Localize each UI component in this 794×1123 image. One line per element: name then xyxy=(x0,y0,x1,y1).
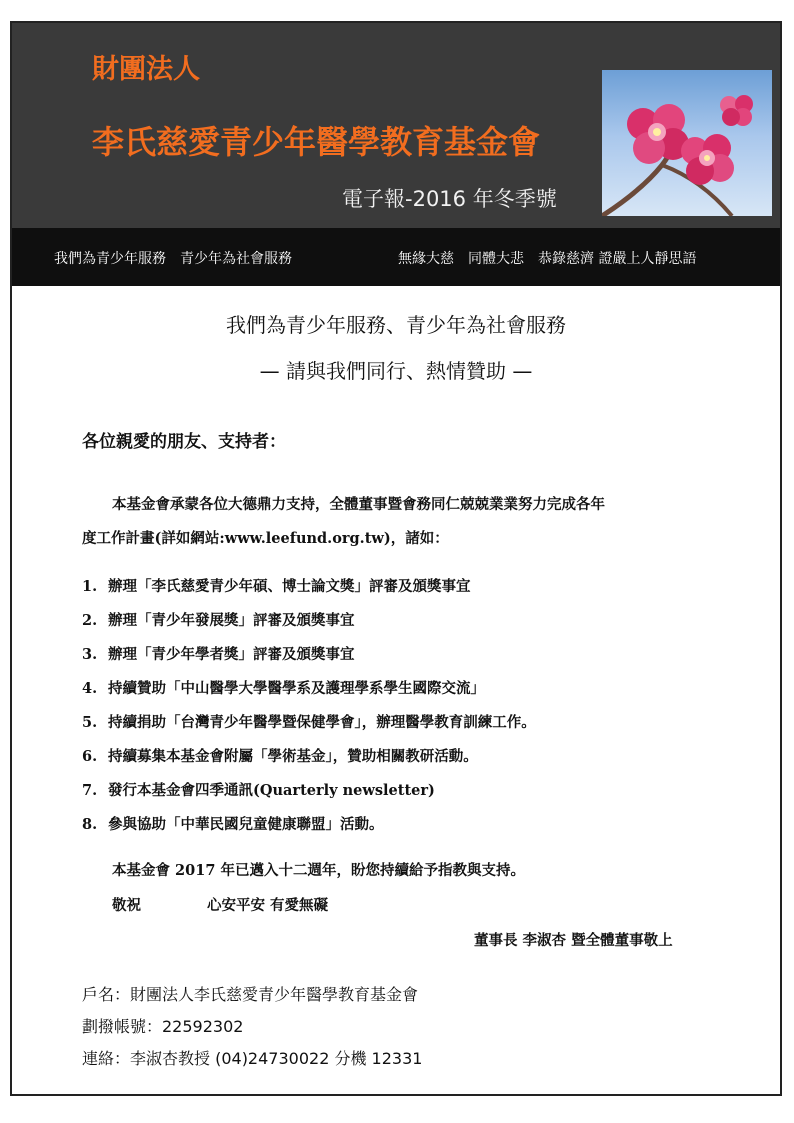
slogan-left: 我們為青少年服務 青少年為社會服務 xyxy=(54,251,292,267)
header-banner xyxy=(12,23,780,228)
slogan-right: 無緣大慈 同體大悲 恭錄慈濟 證嚴上人靜思語 xyxy=(398,251,697,267)
slogan-bar xyxy=(12,228,780,286)
closing-line: 本基金會 2017 年已邁入十二週年，盼您持續給予指教與支持。 xyxy=(112,862,525,879)
list-item: 7. 發行本基金會四季通訊(Quarterly newsletter) xyxy=(82,782,435,799)
list-item: 2. 辦理「青少年發展獎」評審及頒獎事宜 xyxy=(82,612,355,629)
work-items-list xyxy=(82,575,536,847)
list-item: 4. 持續贊助「中山醫學大學醫學系及護理學系學生國際交流」 xyxy=(82,680,485,697)
plum-blossom-photo xyxy=(602,70,772,216)
org-type-label: 財團法人 xyxy=(92,54,200,85)
list-item: 1. 辦理「李氏慈愛青少年碩、博士論文獎」評審及頒獎事宜 xyxy=(82,578,471,595)
signature: 董事長 李淑杏 暨全體董事敬上 xyxy=(474,932,673,949)
regards-label: 敬祝 xyxy=(112,897,141,914)
intro-paragraph-line-2: 度工作計畫(詳如網站:www.leefund.org.tw)，諸如： xyxy=(82,530,449,547)
plum-blossom-icon xyxy=(602,70,772,216)
page-subtitle: — 請與我們同行、熱情贊助 — xyxy=(259,359,533,383)
list-item: 5. 持續捐助「台灣青少年醫學暨保健學會」，辦理醫學教育訓練工作。 xyxy=(82,714,536,731)
account-number: 劃撥帳號：22592302 xyxy=(82,1017,244,1036)
intro-paragraph-line-1: 本基金會承蒙各位大德鼎力支持，全體董事暨會務同仁兢兢業業努力完成各年 xyxy=(112,496,605,513)
list-item: 3. 辦理「青少年學者獎」評審及頒獎事宜 xyxy=(82,646,355,663)
regards-wish: 心安平安 有愛無礙 xyxy=(207,897,329,914)
account-name: 戶名：財團法人李氏慈愛青少年醫學教育基金會 xyxy=(82,985,419,1004)
greeting: 各位親愛的朋友、支持者： xyxy=(82,432,286,452)
org-name-title: 李氏慈愛青少年醫學教育基金會 xyxy=(92,123,541,161)
issue-label: 電子報-2016 年冬季號 xyxy=(342,187,557,211)
list-item: 6. 持續募集本基金會附屬「學術基金」，贊助相關教研活動。 xyxy=(82,748,478,765)
page-title: 我們為青少年服務、青少年為社會服務 xyxy=(226,313,566,337)
contact-info: 連絡：李淑杏教授 (04)24730022 分機 12331 xyxy=(82,1049,423,1068)
newsletter-page xyxy=(10,21,782,1096)
list-item: 8. 參與協助「中華民國兒童健康聯盟」活動。 xyxy=(82,816,384,833)
